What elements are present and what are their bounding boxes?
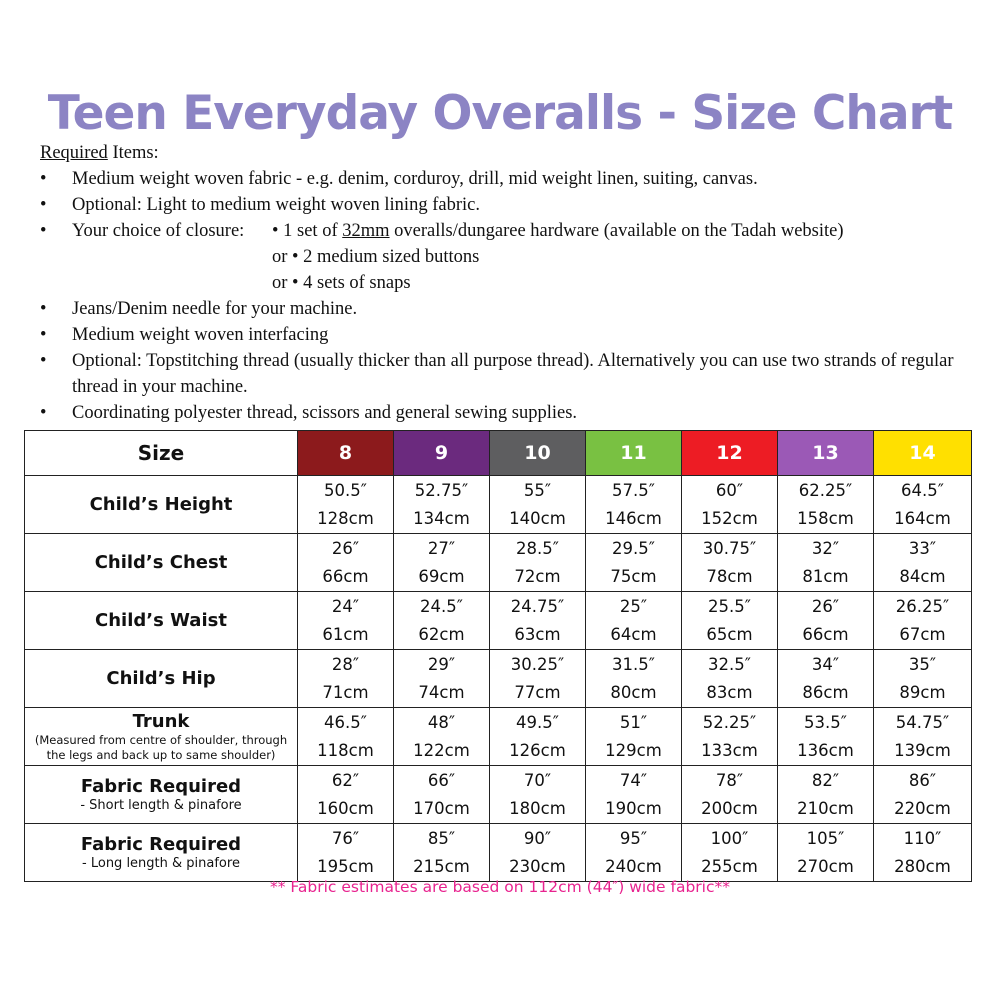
size-header-label: Size (25, 431, 298, 476)
list-item: • Medium weight woven interfacing (40, 322, 980, 348)
row-label (25, 824, 298, 882)
cell-inches: 52.25″ (702, 712, 757, 732)
cell-inches: 70″ (523, 770, 552, 790)
cell-cm: 129cm (605, 740, 662, 760)
table-cell (298, 824, 394, 882)
table-cell (586, 476, 682, 534)
list-item: • Jeans/Denim needle for your machine. (40, 296, 980, 322)
cell-inches: 50.5″ (324, 480, 367, 500)
table-cell (586, 824, 682, 882)
table-cell (682, 534, 778, 592)
cell-inches: 82″ (811, 770, 840, 790)
cell-inches: 26″ (811, 596, 840, 616)
cell-cm: 126cm (509, 740, 566, 760)
cell-cm: 134cm (413, 508, 470, 528)
cell-cm: 80cm (610, 682, 657, 702)
size-chart-table (24, 430, 972, 882)
cell-cm: 215cm (413, 856, 470, 876)
table-cell (298, 708, 394, 766)
cell-cm: 139cm (894, 740, 951, 760)
required-items-heading (40, 140, 980, 166)
table-cell (778, 766, 874, 824)
table-cell (586, 766, 682, 824)
cell-cm: 230cm (509, 856, 566, 876)
cell-inches: 54.75″ (895, 712, 950, 732)
cell-cm: 160cm (317, 798, 374, 818)
size-column-14: 14 (874, 431, 972, 476)
cell-cm: 74cm (418, 682, 465, 702)
cell-cm: 152cm (701, 508, 758, 528)
cell-cm: 190cm (605, 798, 662, 818)
cell-cm: 118cm (317, 740, 374, 760)
cell-inches: 86″ (908, 770, 937, 790)
cell-inches: 62″ (331, 770, 360, 790)
cell-inches: 85″ (427, 828, 456, 848)
table-cell (298, 650, 394, 708)
table-cell (394, 824, 490, 882)
cell-inches: 76″ (331, 828, 360, 848)
cell-inches: 100″ (710, 828, 749, 848)
closure-option-3: or • 4 sets of snaps (272, 273, 411, 293)
row-label (25, 708, 298, 766)
cell-cm: 255cm (701, 856, 758, 876)
cell-cm: 128cm (317, 508, 374, 528)
row-label-text: Trunk (132, 710, 190, 732)
table-row (25, 708, 972, 766)
table-cell (874, 766, 972, 824)
closure-option-2: or • 2 medium sized buttons (272, 247, 480, 267)
size-column-12: 12 (682, 431, 778, 476)
table-cell (682, 766, 778, 824)
table-cell (778, 592, 874, 650)
cell-inches: 27″ (427, 538, 456, 558)
table-cell (778, 650, 874, 708)
closure-option-1-pre: • 1 set of (272, 221, 343, 241)
table-cell (586, 708, 682, 766)
table-cell (298, 476, 394, 534)
row-label-text: Fabric Required (80, 833, 242, 855)
row-label-text: Child’s Waist (95, 609, 227, 631)
row-label-text: Fabric Required (80, 775, 242, 797)
table-cell (874, 824, 972, 882)
table-cell (298, 592, 394, 650)
cell-cm: 220cm (894, 798, 951, 818)
cell-cm: 136cm (797, 740, 854, 760)
cell-cm: 62cm (418, 624, 465, 644)
list-item: • Medium weight woven fabric - e.g. denim, corduroy, drill, mid weight linen, suiting, canvas. (40, 166, 980, 192)
required-list (40, 166, 980, 426)
size-column-8: 8 (298, 431, 394, 476)
page-title: Teen Everyday Overalls - Size Chart (47, 86, 953, 141)
row-label-text: Child’s Chest (94, 551, 228, 573)
cell-cm: 89cm (899, 682, 946, 702)
cell-cm: 195cm (317, 856, 374, 876)
row-label-text: Child’s Height (89, 493, 233, 515)
table-cell (490, 534, 586, 592)
cell-inches: 31.5″ (612, 654, 655, 674)
required-heading-rest: Items: (107, 143, 159, 163)
cell-cm: 158cm (797, 508, 854, 528)
cell-inches: 26″ (331, 538, 360, 558)
cell-cm: 71cm (322, 682, 369, 702)
cell-cm: 69cm (418, 566, 465, 586)
row-label (25, 534, 298, 592)
cell-cm: 164cm (894, 508, 951, 528)
table-cell (874, 650, 972, 708)
cell-cm: 122cm (413, 740, 470, 760)
size-column-9: 9 (394, 431, 490, 476)
closure-option-1-post: overalls/dungaree hardware (available on the Tadah website) (389, 221, 844, 241)
cell-cm: 133cm (701, 740, 758, 760)
row-label (25, 766, 298, 824)
table-cell (778, 824, 874, 882)
cell-cm: 61cm (322, 624, 369, 644)
cell-inches: 55″ (523, 480, 552, 500)
cell-inches: 28″ (331, 654, 360, 674)
closure-label: Your choice of closure: (72, 221, 245, 241)
cell-cm: 210cm (797, 798, 854, 818)
cell-inches: 57.5″ (612, 480, 655, 500)
row-label-subnote: - Short length & pinafore (80, 797, 242, 813)
table-cell (682, 476, 778, 534)
cell-cm: 200cm (701, 798, 758, 818)
cell-inches: 48″ (427, 712, 456, 732)
cell-cm: 170cm (413, 798, 470, 818)
cell-inches: 24.5″ (420, 596, 463, 616)
table-row (25, 592, 972, 650)
list-item: • Optional: Light to medium weight woven lining fabric. (40, 192, 980, 218)
cell-cm: 83cm (706, 682, 753, 702)
row-label (25, 592, 298, 650)
table-cell (874, 476, 972, 534)
table-cell (490, 824, 586, 882)
table-row (25, 476, 972, 534)
cell-cm: 72cm (514, 566, 561, 586)
cell-inches: 34″ (811, 654, 840, 674)
cell-inches: 53.5″ (804, 712, 847, 732)
cell-cm: 270cm (797, 856, 854, 876)
cell-inches: 32.5″ (708, 654, 751, 674)
required-underlined: Required (40, 143, 108, 163)
table-cell (778, 476, 874, 534)
cell-inches: 29″ (427, 654, 456, 674)
cell-cm: 86cm (802, 682, 849, 702)
table-row (25, 650, 972, 708)
table-cell (778, 708, 874, 766)
cell-cm: 240cm (605, 856, 662, 876)
row-label (25, 650, 298, 708)
cell-cm: 75cm (610, 566, 657, 586)
cell-inches: 29.5″ (612, 538, 655, 558)
closure-option-1 (272, 221, 843, 241)
cell-cm: 280cm (894, 856, 951, 876)
cell-cm: 66cm (322, 566, 369, 586)
cell-cm: 63cm (514, 624, 561, 644)
table-cell (490, 650, 586, 708)
cell-inches: 62.25″ (798, 480, 853, 500)
table-row (25, 824, 972, 882)
list-item: • Coordinating polyester thread, scissors and general sewing supplies. (40, 400, 980, 426)
cell-cm: 146cm (605, 508, 662, 528)
cell-inches: 30.75″ (702, 538, 757, 558)
row-label-text: Child’s Hip (106, 667, 216, 689)
cell-inches: 95″ (619, 828, 648, 848)
cell-inches: 24.75″ (510, 596, 565, 616)
size-column-11: 11 (586, 431, 682, 476)
cell-inches: 66″ (427, 770, 456, 790)
table-cell (874, 534, 972, 592)
table-cell (874, 592, 972, 650)
cell-inches: 90″ (523, 828, 552, 848)
table-row (25, 534, 972, 592)
cell-inches: 51″ (619, 712, 648, 732)
cell-inches: 25.5″ (708, 596, 751, 616)
cell-inches: 25″ (619, 596, 648, 616)
table-cell (298, 766, 394, 824)
cell-cm: 77cm (514, 682, 561, 702)
table-cell (682, 592, 778, 650)
closure-option-1-size: 32mm (342, 221, 390, 241)
table-cell (394, 534, 490, 592)
cell-cm: 81cm (802, 566, 849, 586)
fabric-footnote: ** Fabric estimates are based on 112cm (44″) wide fabric** (270, 878, 730, 896)
required-items (40, 140, 980, 426)
table-cell (682, 650, 778, 708)
cell-inches: 33″ (908, 538, 937, 558)
table-cell (778, 534, 874, 592)
table-cell (490, 592, 586, 650)
table-cell (682, 824, 778, 882)
cell-inches: 30.25″ (510, 654, 565, 674)
cell-cm: 78cm (706, 566, 753, 586)
cell-inches: 49.5″ (516, 712, 559, 732)
list-item: • Optional: Topstitching thread (usually thicker than all purpose thread). Alternatively you can use two strands of regular thread in your machine. (40, 348, 980, 400)
table-cell (586, 592, 682, 650)
table-cell (298, 534, 394, 592)
cell-inches: 74″ (619, 770, 648, 790)
cell-cm: 67cm (899, 624, 946, 644)
cell-inches: 78″ (715, 770, 744, 790)
cell-inches: 110″ (903, 828, 942, 848)
size-header-row (25, 431, 972, 476)
table-cell (394, 650, 490, 708)
cell-cm: 84cm (899, 566, 946, 586)
table-cell (586, 650, 682, 708)
cell-inches: 60″ (715, 480, 744, 500)
list-item-closure (40, 218, 980, 244)
cell-inches: 26.25″ (895, 596, 950, 616)
size-column-10: 10 (490, 431, 586, 476)
table-cell (394, 708, 490, 766)
table-cell (394, 766, 490, 824)
cell-inches: 46.5″ (324, 712, 367, 732)
cell-inches: 52.75″ (414, 480, 469, 500)
cell-cm: 180cm (509, 798, 566, 818)
table-row (25, 766, 972, 824)
row-label-note: (Measured from centre of shoulder, through the legs and back up to same shoulder) (34, 732, 288, 762)
cell-cm: 66cm (802, 624, 849, 644)
cell-inches: 35″ (908, 654, 937, 674)
table-cell (490, 766, 586, 824)
table-cell (682, 708, 778, 766)
row-label (25, 476, 298, 534)
cell-inches: 105″ (806, 828, 845, 848)
cell-inches: 32″ (811, 538, 840, 558)
cell-inches: 24″ (331, 596, 360, 616)
cell-inches: 64.5″ (901, 480, 944, 500)
size-chart-body (25, 476, 972, 882)
table-cell (586, 534, 682, 592)
table-cell (490, 708, 586, 766)
table-cell (490, 476, 586, 534)
table-cell (394, 592, 490, 650)
cell-inches: 28.5″ (516, 538, 559, 558)
row-label-subnote: - Long length & pinafore (82, 855, 240, 871)
cell-cm: 140cm (509, 508, 566, 528)
cell-cm: 65cm (706, 624, 753, 644)
cell-cm: 64cm (610, 624, 657, 644)
table-cell (394, 476, 490, 534)
size-column-13: 13 (778, 431, 874, 476)
table-cell (874, 708, 972, 766)
